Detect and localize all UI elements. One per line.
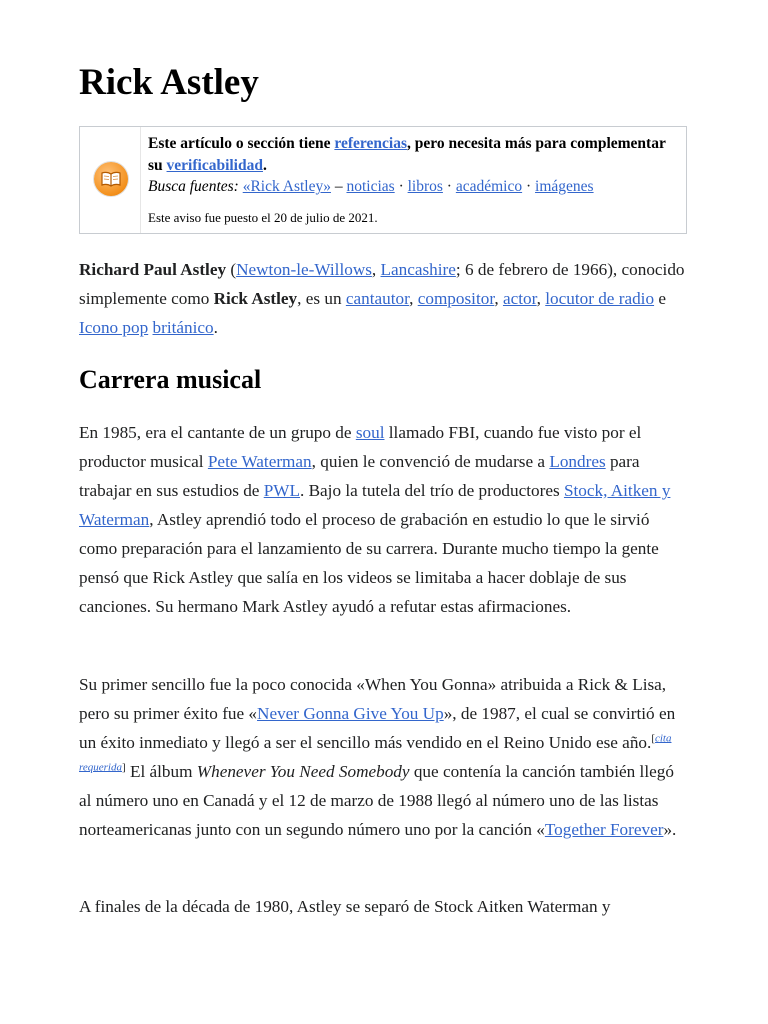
notice-date: Este aviso fue puesto el 20 de julio de 2021. [148, 210, 378, 225]
p2-text-3: , quien le convenció de mudarse a [311, 452, 550, 471]
p3-text-3: El álbum [125, 762, 197, 781]
carrera-paragraph-1 [79, 418, 689, 621]
carrera-paragraph-3 [79, 892, 689, 921]
link-cantautor[interactable]: cantautor [345, 289, 410, 308]
p2-text-2: llamado FBI, cuando fue visto por el productor musical [79, 423, 642, 471]
link-newton-le-willows[interactable]: Newton-le-Willows [236, 260, 372, 279]
p2-text-5: . Bajo la tutela del trío de productores [300, 481, 564, 500]
link-academico[interactable]: académico [455, 178, 523, 195]
intro-text-8: e [654, 289, 666, 308]
link-soul[interactable]: soul [355, 423, 385, 442]
link-compositor[interactable]: compositor [417, 289, 495, 308]
page-title: Rick Astley [79, 62, 259, 103]
busca-fuentes-label: Busca fuentes: [148, 178, 239, 195]
notice-text-c: . [262, 156, 267, 174]
p2-text-4: para trabajar en sus estudios de [79, 452, 640, 500]
intro-text-7: , [536, 289, 546, 308]
book-icon-glyph [101, 171, 121, 187]
link-search-query[interactable]: «Rick Astley» [242, 178, 331, 195]
link-imagenes[interactable]: imágenes [535, 178, 594, 195]
notice-main-text [148, 135, 666, 174]
intro-paragraph [79, 255, 689, 342]
p3-text-1: Su primer sencillo fue la poco conocida «When You Gonna» atribuida a Rick & Lisa, pero su primer éxito fue « [79, 675, 667, 723]
link-londres[interactable]: Londres [549, 452, 606, 471]
intro-text-2: , [371, 260, 381, 279]
p4-text-1: A finales de la década de 1980, Astley se separó de Stock Aitken Waterman y [79, 897, 611, 916]
intro-text-10: . [213, 318, 218, 337]
notice-dot-3: · [522, 178, 536, 195]
notice-icon-cell [80, 127, 141, 233]
link-britanico[interactable]: británico [152, 318, 214, 337]
p2-text-6: , Astley aprendió todo el proceso de grabación en estudio lo que le sirvió como preparación para el lanzamiento de su carrera. Durante mucho tiempo la gente pensó que Rick Astley que salía en los videos se limitaba a hacer doblaje de sus canciones. Su hermano Mark Astley ayudó a refutar estas afirmaciones. [79, 510, 659, 616]
p2-text-1: En 1985, era el cantante de un grupo de [79, 423, 356, 442]
link-pete-waterman[interactable]: Pete Waterman [207, 452, 312, 471]
p3-text-4: que contenía la canción también llegó al número uno en Canadá y el 12 de marzo de 1988 llegó al número uno de las listas norteamericanas junto con un segundo número uno por la canción « [79, 762, 674, 839]
link-icono-pop[interactable]: Icono pop [79, 318, 149, 337]
cite-close: ] [121, 761, 126, 774]
link-actor[interactable]: actor [502, 289, 537, 308]
carrera-paragraph-2 [79, 670, 689, 844]
notice-text-a: Este artículo o sección tiene [148, 135, 335, 152]
p3-text-2: », de 1987, el cual se convirtió en un éxito inmediato y llegó a ser el sencillo más vendido en el Reino Unido ese año. [79, 704, 676, 752]
intro-text-4: , es un [297, 289, 346, 308]
link-never-gonna-give-you-up[interactable]: Never Gonna Give You Up [257, 704, 444, 723]
cite-link-text: cita requerida [79, 732, 672, 774]
intro-text-3: ; 6 de febrero de 1966), conocido simplemente como [79, 260, 685, 308]
link-pwl[interactable]: PWL [263, 481, 300, 500]
intro-text-5: , [409, 289, 418, 308]
intro-text-1: ( [226, 260, 237, 279]
link-together-forever[interactable]: Together Forever [544, 820, 664, 839]
cite-open: [ [651, 732, 655, 745]
notice-dot-2: · [442, 178, 456, 195]
link-verificabilidad[interactable]: verificabilidad [166, 156, 263, 174]
link-locutor-de-radio[interactable]: locutor de radio [545, 289, 655, 308]
intro-rick-bold: Rick Astley [213, 289, 298, 308]
refimprove-notice-box [79, 126, 687, 234]
p3-text-5: ». [663, 820, 677, 839]
link-stock-aitken-waterman[interactable]: Stock, Aitken y Waterman [79, 481, 671, 529]
album-title: Whenever You Need Somebody [196, 762, 410, 781]
notice-text [148, 133, 678, 198]
intro-name-bold: Richard Paul Astley [79, 260, 227, 279]
notice-text-b: , pero necesita más para complementar su [148, 135, 666, 174]
intro-text-6: , [494, 289, 503, 308]
section-heading-carrera-musical: Carrera musical [79, 365, 262, 394]
link-libros[interactable]: libros [407, 178, 443, 195]
link-lancashire[interactable]: Lancashire [380, 260, 456, 279]
notice-dash: – [330, 178, 347, 195]
link-noticias[interactable]: noticias [346, 178, 395, 195]
link-referencias[interactable]: referencias [334, 135, 407, 152]
notice-dot-1: · [394, 178, 408, 195]
book-icon [94, 162, 128, 196]
